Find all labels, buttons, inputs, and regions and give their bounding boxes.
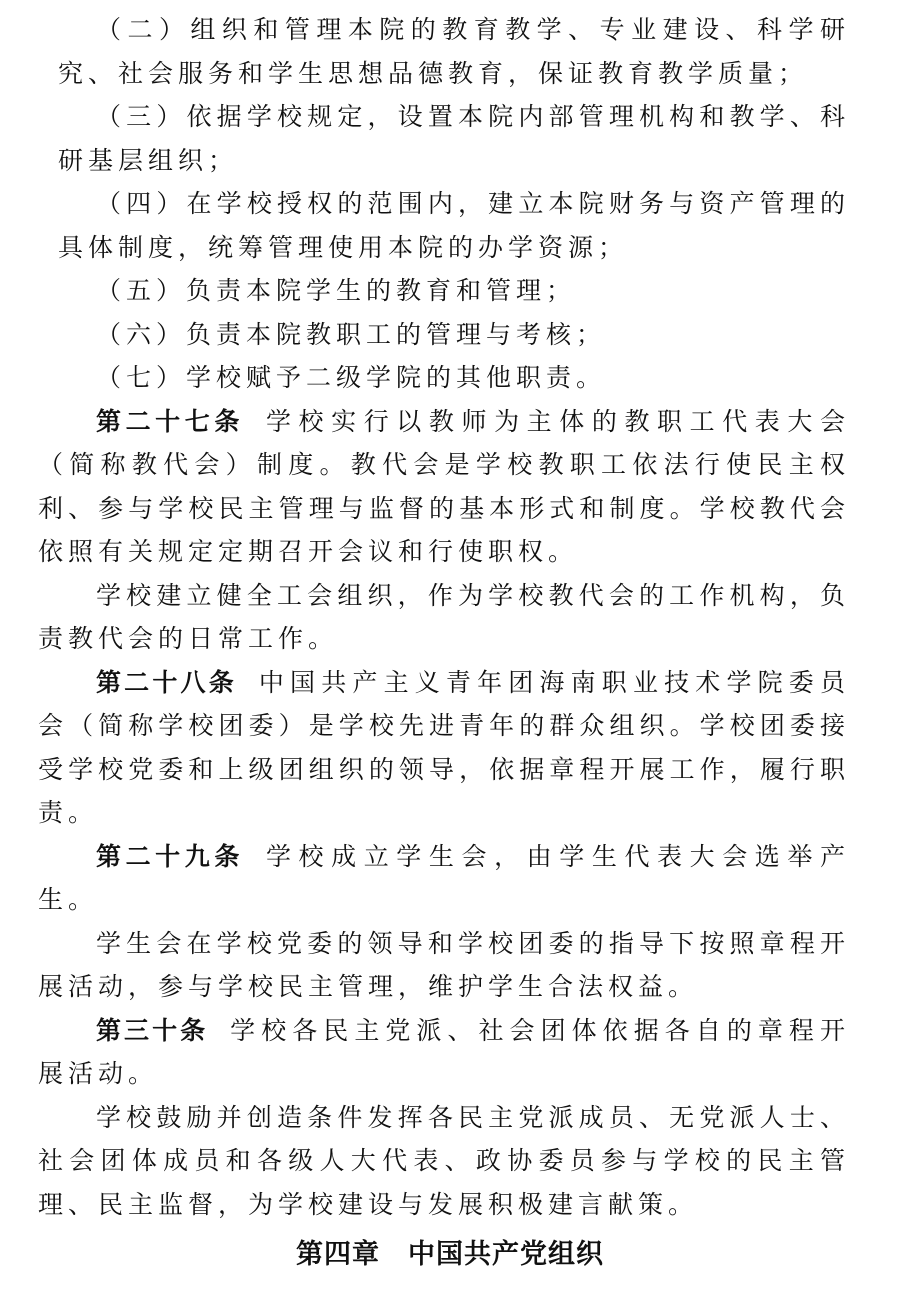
- article-28: [38, 661, 850, 835]
- paragraph-text: （六）负责本院教职工的管理与考核；: [96, 319, 607, 349]
- paragraph-text: （四）在学校授权的范围内，建立本院财务与资产管理的具体制度，统筹管理使用本院的办学资源；: [58, 189, 850, 262]
- clause-item-3: [38, 95, 850, 182]
- article-30: [38, 1009, 850, 1096]
- clause-item-6: [38, 313, 850, 357]
- document-body: [38, 8, 850, 1226]
- paragraph-text: 学校各民主党派、社会团体依据各自的章程开展活动。: [38, 1015, 850, 1088]
- paragraph-text: 学校实行以教师为主体的教职工代表大会（简称教代会）制度。教代会是学校教职工依法行使民主权利、参与学校民主管理与监督的基本形式和制度。学校教代会依照有关规定定期召开会议和行使职权。: [38, 406, 850, 566]
- clause-item-7: [38, 356, 850, 400]
- paragraph-text: （三）依据学校规定，设置本院内部管理机构和教学、科研基层组织；: [58, 102, 850, 175]
- clause-item-2: [38, 8, 850, 95]
- article-number: 第二十九条: [96, 841, 244, 871]
- article-27-paragraph-2: [38, 574, 850, 661]
- paragraph-text: 中国共产主义青年团海南职业技术学院委员会（简称学校团委）是学校先进青年的群众组织。学校团委接受学校党委和上级团组织的领导，依据章程开展工作，履行职责。: [38, 667, 850, 827]
- paragraph-text: （二）组织和管理本院的教育教学、专业建设、科学研究、社会服务和学生思想品德教育，保证教育教学质量；: [58, 15, 850, 88]
- article-27: [38, 400, 850, 574]
- paragraph-text: （七）学校赋予二级学院的其他职责。: [96, 363, 607, 392]
- clause-item-4: [38, 182, 850, 269]
- chapter-heading: [0, 1232, 900, 1271]
- clause-item-5: [38, 269, 850, 313]
- paragraph-text: 学校成立学生会，由学生代表大会选举产生。: [38, 841, 850, 914]
- article-29-paragraph-2: [38, 922, 850, 1009]
- article-number: 第三十条: [96, 1015, 209, 1045]
- paragraph-text: （五）负责本院学生的教育和管理；: [96, 276, 577, 305]
- article-number: 第二十七条: [96, 406, 244, 436]
- article-30-paragraph-2: [38, 1096, 850, 1227]
- paragraph-text: 学校鼓励并创造条件发挥各民主党派成员、无党派人士、社会团体成员和各级人大代表、政协委员参与学校的民主管理、民主监督，为学校建设与发展积极建言献策。: [38, 1102, 850, 1219]
- chapter-title: 中国共产党组织: [408, 1239, 604, 1270]
- paragraph-text: 学校建立健全工会组织，作为学校教代会的工作机构，负责教代会的日常工作。: [38, 580, 850, 653]
- chapter-number: 第四章: [296, 1239, 380, 1270]
- article-number: 第二十八条: [96, 667, 237, 697]
- article-29: [38, 835, 850, 922]
- paragraph-text: 学生会在学校党委的领导和学校团委的指导下按照章程开展活动，参与学校民主管理，维护学生合法权益。: [38, 928, 850, 1001]
